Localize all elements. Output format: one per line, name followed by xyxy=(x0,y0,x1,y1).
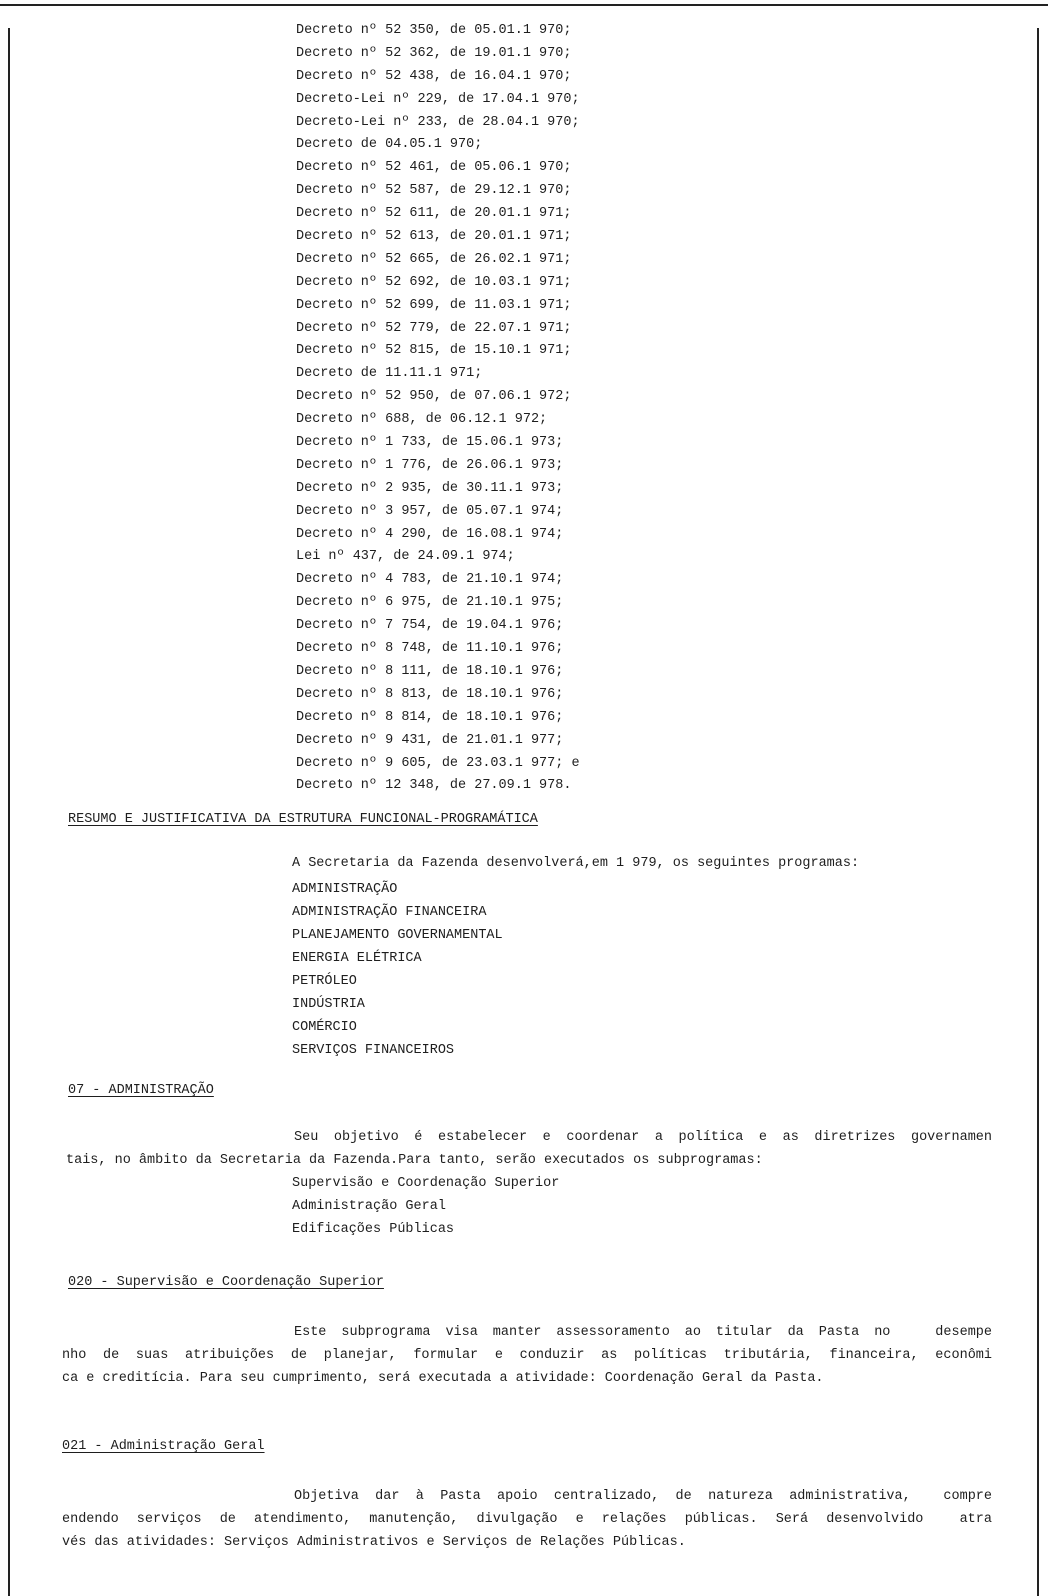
program-item: SERVIÇOS FINANCEIROS xyxy=(292,1043,455,1058)
sec021-line-3: vés das atividades: Serviços Administrativos e Serviços de Relações Públicas. xyxy=(62,1535,686,1550)
program-item: PLANEJAMENTO GOVERNAMENTAL xyxy=(292,928,503,943)
program-item: PETRÓLEO xyxy=(292,974,357,989)
subprogram-item: Edificações Públicas xyxy=(292,1222,455,1237)
decree-item: Decreto nº 9 605, de 23.03.1 977; e xyxy=(296,755,580,771)
decree-item: Decreto nº 3 957, de 05.07.1 974; xyxy=(296,503,564,519)
decree-item: Decreto nº 8 814, de 18.10.1 976; xyxy=(296,709,564,725)
sec020-line-2: nho de suas atribuições de planejar, formular e conduzir as políticas tributária, financeira, econômi xyxy=(62,1348,992,1363)
decree-item: Lei nº 437, de 24.09.1 974; xyxy=(296,549,515,565)
decree-item: Decreto-Lei nº 233, de 28.04.1 970; xyxy=(296,114,580,130)
sec021-line-1: Objetiva dar à Pasta apoio centralizado, de natureza administrativa, compre xyxy=(294,1489,992,1504)
sec021-heading: 021 - Administração Geral xyxy=(62,1439,265,1454)
decree-item: Decreto nº 1 776, de 26.06.1 973; xyxy=(296,457,564,473)
decree-item: Decreto de 11.11.1 971; xyxy=(296,366,483,382)
page-border-right xyxy=(1037,28,1039,1596)
sec020-heading: 020 - Supervisão e Coordenação Superior xyxy=(68,1275,384,1290)
sec020-line-1: Este subprograma visa manter assessoramento ao titular da Pasta no desempe xyxy=(294,1325,992,1340)
decree-item: Decreto nº 52 362, de 19.01.1 970; xyxy=(296,45,572,61)
decree-item: Decreto nº 52 699, de 11.03.1 971; xyxy=(296,297,572,313)
decree-item: Decreto nº 52 692, de 10.03.1 971; xyxy=(296,274,572,290)
decree-item: Decreto de 04.05.1 970; xyxy=(296,137,483,153)
subprogram-item: Administração Geral xyxy=(292,1199,446,1214)
decree-item: Decreto nº 52 438, de 16.04.1 970; xyxy=(296,68,572,84)
decree-item: Decreto nº 52 950, de 07.06.1 972; xyxy=(296,389,572,405)
decree-item: Decreto nº 52 665, de 26.02.1 971; xyxy=(296,251,572,267)
decree-item: Decreto nº 1 733, de 15.06.1 973; xyxy=(296,435,564,451)
sec07-line-1: Seu objetivo é estabelecer e coordenar a política e as diretrizes governamen xyxy=(294,1130,992,1145)
decree-item: Decreto-Lei nº 229, de 17.04.1 970; xyxy=(296,91,580,107)
decree-item: Decreto nº 52 611, de 20.01.1 971; xyxy=(296,206,572,222)
program-item: COMÉRCIO xyxy=(292,1020,357,1035)
decree-item: Decreto nº 9 431, de 21.01.1 977; xyxy=(296,732,564,748)
decree-item: Decreto nº 2 935, de 30.11.1 973; xyxy=(296,480,564,496)
program-item: ADMINISTRAÇÃO FINANCEIRA xyxy=(292,905,487,920)
sec07-heading: 07 - ADMINISTRAÇÃO xyxy=(68,1083,214,1098)
page-border-left xyxy=(8,28,10,1596)
decree-item: Decreto nº 4 783, de 21.10.1 974; xyxy=(296,572,564,588)
decree-item: Decreto nº 8 813, de 18.10.1 976; xyxy=(296,686,564,702)
sec020-paragraph xyxy=(62,1321,992,1390)
sec021-paragraph xyxy=(62,1485,992,1554)
decree-item: Decreto nº 6 975, de 21.10.1 975; xyxy=(296,595,564,611)
decree-item: Decreto nº 52 350, de 05.01.1 970; xyxy=(296,23,572,38)
decree-item: Decreto nº 52 613, de 20.01.1 971; xyxy=(296,229,572,245)
decree-item: Decreto nº 8 111, de 18.10.1 976; xyxy=(296,663,564,679)
resumo-intro: A Secretaria da Fazenda desenvolverá,em 1 979, os seguintes programas: xyxy=(292,856,860,871)
program-list xyxy=(292,878,503,1062)
resumo-heading: RESUMO E JUSTIFICATIVA DA ESTRUTURA FUNCIONAL-PROGRAMÁTICA xyxy=(68,812,538,827)
decree-item: Decreto nº 4 290, de 16.08.1 974; xyxy=(296,526,564,542)
page-border-top xyxy=(0,4,1048,6)
decree-item: Decreto nº 52 815, de 15.10.1 971; xyxy=(296,343,572,359)
program-item: INDÚSTRIA xyxy=(292,997,365,1012)
decree-item: Decreto nº 52 587, de 29.12.1 970; xyxy=(296,183,572,199)
decree-list xyxy=(296,20,580,798)
subprogram-list xyxy=(292,1172,559,1241)
decree-item: Decreto nº 688, de 06.12.1 972; xyxy=(296,412,548,428)
program-item: ENERGIA ELÉTRICA xyxy=(292,951,422,966)
decree-item: Decreto nº 8 748, de 11.10.1 976; xyxy=(296,641,564,657)
sec021-line-2: endendo serviços de atendimento, manutenção, divulgação e relações públicas. Será desenvolvido atra xyxy=(62,1512,992,1527)
sec07-paragraph xyxy=(62,1126,992,1172)
decree-item: Decreto nº 52 779, de 22.07.1 971; xyxy=(296,320,572,336)
decree-item: Decreto nº 12 348, de 27.09.1 978. xyxy=(296,778,572,794)
decree-item: Decreto nº 52 461, de 05.06.1 970; xyxy=(296,160,572,176)
sec07-line-2: tais, no âmbito da Secretaria da Fazenda.Para tanto, serão executados os subprogramas: xyxy=(66,1153,763,1168)
sec020-line-3: ca e creditícia. Para seu cumprimento, será executada a atividade: Coordenação Geral da Pasta. xyxy=(62,1371,824,1386)
program-item: ADMINISTRAÇÃO xyxy=(292,882,398,897)
decree-item: Decreto nº 7 754, de 19.04.1 976; xyxy=(296,618,564,634)
subprogram-item: Supervisão e Coordenação Superior xyxy=(292,1176,560,1191)
